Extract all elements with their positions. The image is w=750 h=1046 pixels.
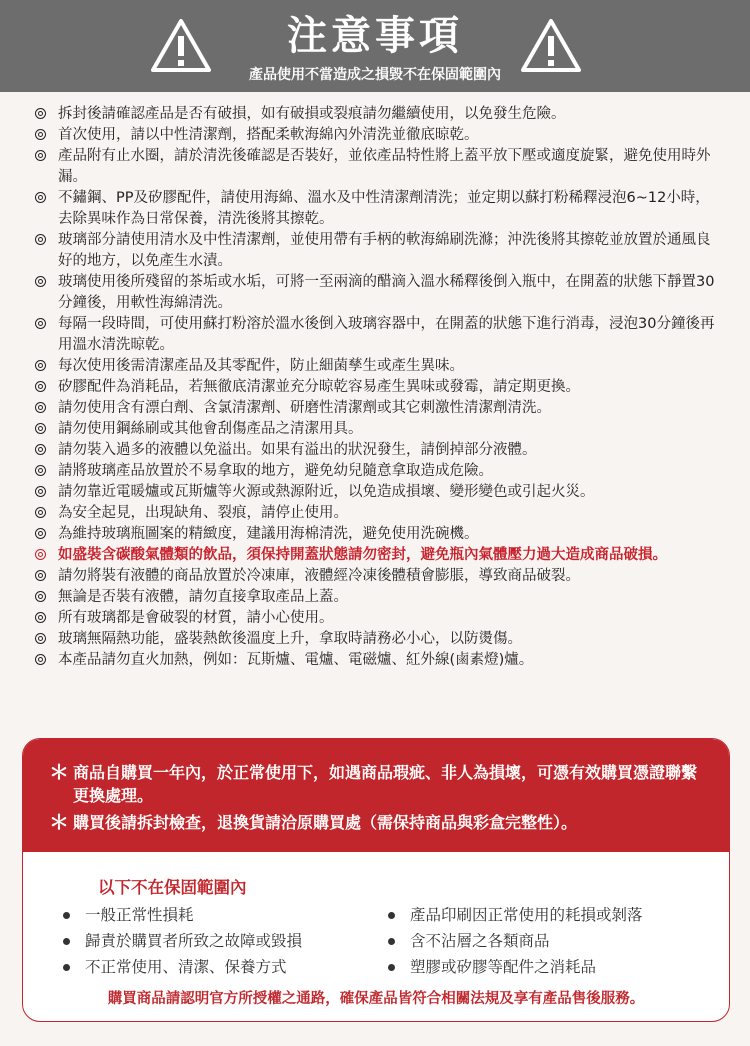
warranty-terms xyxy=(23,739,729,852)
double-circle-bullet-icon xyxy=(35,318,46,329)
double-circle-bullet-icon xyxy=(35,570,46,581)
double-circle-bullet-icon xyxy=(35,234,46,245)
double-circle-bullet-icon xyxy=(35,591,46,602)
warning-triangle-icon xyxy=(520,18,582,74)
bullet-icon xyxy=(388,912,395,919)
bullet-icon xyxy=(63,964,70,971)
exclusion-list-right xyxy=(388,903,643,981)
notice-item: 為維持玻璃瓶圖案的精緻度，建議用海棉清洗，避免使用洗碗機。 xyxy=(35,524,715,545)
notice-list xyxy=(35,104,715,671)
notice-item: 所有玻璃都是會破裂的材質，請小心使用。 xyxy=(35,608,715,629)
notice-item: 如盛裝含碳酸氣體類的飲品，須保持開蓋狀態請勿密封，避免瓶內氣體壓力過大造成商品破損。 xyxy=(35,545,715,566)
exclusion-list-left xyxy=(63,903,302,981)
double-circle-bullet-icon xyxy=(35,108,46,119)
notice-item: 請勿使用含有漂白劑、含氯清潔劑、研磨性清潔劑或其它刺激性清潔劑清洗。 xyxy=(35,398,715,419)
notice-item: 請勿靠近電暖爐或瓦斯爐等火源或熱源附近，以免造成損壞、變形變色或引起火災。 xyxy=(35,482,715,503)
double-circle-bullet-icon xyxy=(35,381,46,392)
authorized-channel-note: 購買商品請認明官方所授權之通路，確保產品皆符合相關法規及享有產品售後服務。 xyxy=(107,991,645,1007)
exclusion-item: 含不沾層之各類商品 xyxy=(388,929,643,954)
notice-item: 首次使用，請以中性清潔劑，搭配柔軟海綿內外清洗並徹底晾乾。 xyxy=(35,125,715,146)
notice-item: 請勿將裝有液體的商品放置於冷凍庫，液體經冷凍後體積會膨脹，導致商品破裂。 xyxy=(35,566,715,587)
notice-item: 拆封後請確認產品是否有破損，如有破損或裂痕請勿繼續使用，以免發生危險。 xyxy=(35,104,715,125)
warranty-term: ＊ 購買後請拆封檢查，退換貨請洽原購買處（需保持商品與彩盒完整性）。 xyxy=(49,810,578,834)
double-circle-bullet-icon xyxy=(35,612,46,623)
double-circle-bullet-icon xyxy=(35,633,46,644)
notice-item: 請將玻璃產品放置於不易拿取的地方，避免幼兒隨意拿取造成危險。 xyxy=(35,461,715,482)
bullet-icon xyxy=(63,938,70,945)
notice-item: 請勿裝入過多的液體以免溢出。如果有溢出的狀況發生，請倒掉部分液體。 xyxy=(35,440,715,461)
notice-item: 玻璃無隔熱功能，盛裝熱飲後溫度上升，拿取時請務必小心，以防燙傷。 xyxy=(35,629,715,650)
notice-item: 本產品請勿直火加熱，例如：瓦斯爐、電爐、電磁爐、紅外線(鹵素燈)爐。 xyxy=(35,650,715,671)
warranty-panel xyxy=(22,738,730,1022)
double-circle-bullet-icon xyxy=(35,444,46,455)
notice-item: 請勿使用鋼絲刷或其他會刮傷產品之清潔用具。 xyxy=(35,419,715,440)
double-circle-bullet-icon xyxy=(35,150,46,161)
double-circle-bullet-icon xyxy=(35,465,46,476)
double-circle-bullet-icon xyxy=(35,654,46,665)
double-circle-bullet-icon xyxy=(35,507,46,518)
notice-item: 無論是否裝有液體，請勿直接拿取產品上蓋。 xyxy=(35,587,715,608)
notice-item: 矽膠配件為消耗品，若無徹底清潔並充分晾乾容易產生異味或發霉，請定期更換。 xyxy=(35,377,715,398)
page-title: 注意事項 xyxy=(287,12,463,59)
double-circle-bullet-icon xyxy=(35,528,46,539)
notice-item: 玻璃使用後所殘留的茶垢或水垢，可將一至兩滴的醋滴入溫水稀釋後倒入瓶中，在開蓋的狀態下靜置30分鐘後，用軟性海綿清洗。 xyxy=(35,272,715,314)
exclusion-item: 產品印刷因正常使用的耗損或剝落 xyxy=(388,903,643,928)
asterisk-icon: ＊ xyxy=(49,810,69,834)
notice-item: 為安全起見，出現缺角、裂痕，請停止使用。 xyxy=(35,503,715,524)
exclusion-item: 塑膠或矽膠等配件之消耗品 xyxy=(388,955,643,980)
asterisk-icon: ＊ xyxy=(49,760,69,784)
double-circle-bullet-icon xyxy=(35,192,46,203)
notice-item: 每次使用後需清潔產品及其零配件，防止細菌孳生或產生異味。 xyxy=(35,356,715,377)
double-circle-bullet-icon xyxy=(35,402,46,413)
double-circle-bullet-icon xyxy=(35,360,46,371)
warranty-term: ＊ 商品自購買一年內，於正常使用下，如遇商品瑕疵、非人為損壞，可憑有效購買憑證聯繫更換處理。 xyxy=(49,760,698,805)
notice-item: 玻璃部分請使用清水及中性清潔劑，並使用帶有手柄的軟海綿刷洗滌；沖洗後將其擦乾並放置於通風良好的地方，以免產生水漬。 xyxy=(35,230,715,272)
exclusion-item: 一般正常性損耗 xyxy=(63,903,302,928)
page-subtitle: 產品使用不當造成之損毀不在保固範圍內 xyxy=(249,67,501,83)
notice-item: 不鏽鋼、PP及矽膠配件，請使用海綿、溫水及中性清潔劑清洗；並定期以蘇打粉稀釋浸泡6~12小時，去除異味作為日常保養，清洗後將其擦乾。 xyxy=(35,188,715,230)
bullet-icon xyxy=(388,964,395,971)
double-circle-bullet-icon xyxy=(35,486,46,497)
notice-item: 產品附有止水圈，請於清洗後確認是否裝好，並依產品特性將上蓋平放下壓或適度旋緊，避免使用時外漏。 xyxy=(35,146,715,188)
exclusion-item: 歸責於購買者所致之故障或毀損 xyxy=(63,929,302,954)
header-banner xyxy=(0,0,750,92)
exclusion-item: 不正常使用、清潔、保養方式 xyxy=(63,955,302,980)
double-circle-bullet-icon xyxy=(35,129,46,140)
exclusion-title: 以下不在保固範圍內 xyxy=(98,878,247,897)
notice-item: 每隔一段時間，可使用蘇打粉溶於溫水後倒入玻璃容器中，在開蓋的狀態下進行消毒，浸泡30分鐘後再用溫水清洗晾乾。 xyxy=(35,314,715,356)
double-circle-bullet-icon xyxy=(35,423,46,434)
double-circle-bullet-icon xyxy=(35,549,46,560)
double-circle-bullet-icon xyxy=(35,276,46,287)
bullet-icon xyxy=(63,912,70,919)
bullet-icon xyxy=(388,938,395,945)
